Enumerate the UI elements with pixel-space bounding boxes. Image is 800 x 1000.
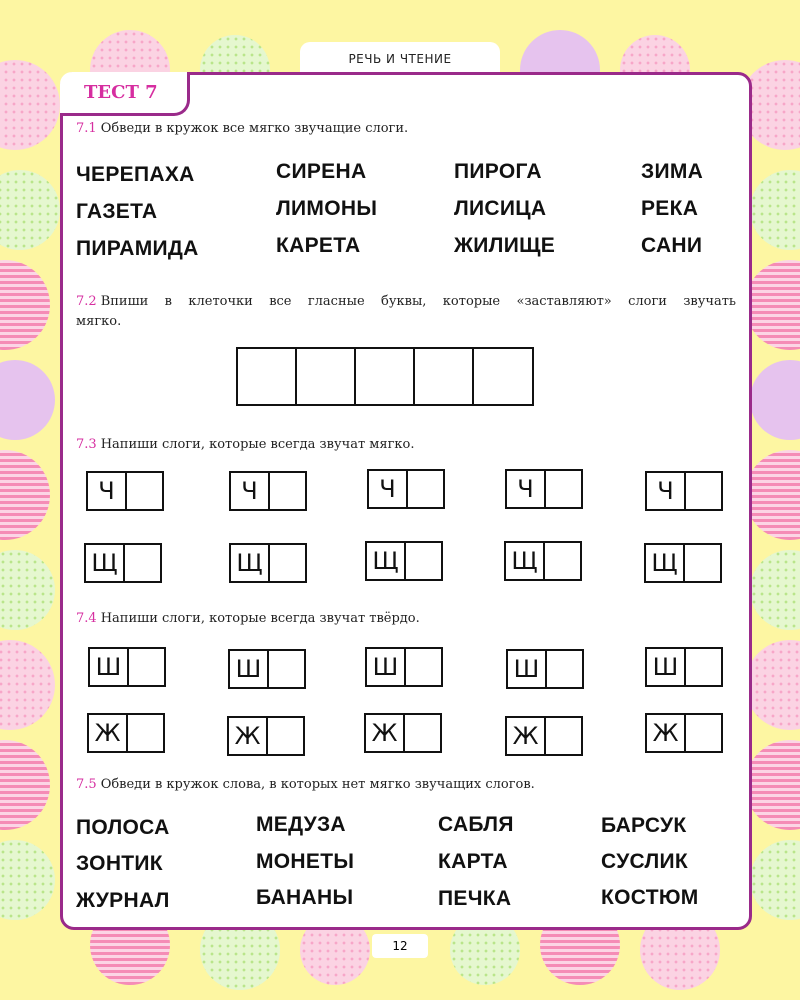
word-item[interactable]: ЖИЛИЩЕ (454, 234, 556, 257)
answer-cell[interactable] (546, 471, 581, 507)
answer-cell[interactable] (268, 718, 303, 754)
page-number: 12 (372, 934, 428, 958)
syllable-box[interactable] (87, 713, 165, 753)
answer-cell[interactable] (270, 545, 305, 581)
task-number: 7.5 (76, 777, 97, 792)
consonant: Ш (230, 651, 269, 687)
syllable-box[interactable] (229, 471, 307, 511)
consonant: Ж (366, 715, 405, 751)
syllable-box[interactable] (229, 543, 307, 583)
consonant: Ч (647, 473, 686, 509)
answer-cell[interactable] (128, 715, 163, 751)
word-item[interactable]: МОНЕТЫ (256, 850, 355, 873)
syllable-box[interactable] (364, 713, 442, 753)
answer-cell[interactable] (685, 545, 720, 581)
syllable-box[interactable] (365, 541, 443, 581)
answer-cell[interactable] (408, 471, 443, 507)
word-item[interactable]: ЗОНТИК (76, 852, 163, 875)
word-item[interactable]: ГАЗЕТА (76, 200, 158, 223)
consonant: Щ (367, 543, 406, 579)
answer-cell[interactable] (406, 543, 441, 579)
consonant: Ч (369, 471, 408, 507)
syllable-box[interactable] (504, 541, 582, 581)
word-item[interactable]: САНИ (641, 234, 703, 257)
consonant: Ш (367, 649, 406, 685)
task-text: Обведи в кружок все мягко звучащие слоги. (100, 121, 409, 136)
consonant: Ч (231, 473, 270, 509)
task-number: 7.2 (76, 294, 97, 309)
task-text: Напиши слоги, которые всегда звучат твёрдо. (100, 611, 420, 626)
task-7-2-instruction (76, 294, 736, 309)
answer-cell[interactable] (270, 473, 305, 509)
answer-cell[interactable] (415, 349, 474, 404)
syllable-box[interactable] (367, 469, 445, 509)
answer-cell[interactable] (129, 649, 164, 685)
syllable-box[interactable] (84, 543, 162, 583)
consonant: Ж (507, 718, 546, 754)
answer-cell[interactable] (406, 649, 441, 685)
consonant: Ж (647, 715, 686, 751)
consonant: Щ (86, 545, 125, 581)
consonant: Ж (89, 715, 128, 751)
vowel-answer-boxes (236, 347, 534, 406)
consonant: Ч (88, 473, 127, 509)
word-item[interactable]: БАРСУК (601, 814, 687, 837)
word-item[interactable]: ЗИМА (641, 160, 704, 183)
task-7-3-instruction (76, 437, 414, 452)
consonant: Ш (508, 651, 547, 687)
syllable-box[interactable] (505, 469, 583, 509)
word-item[interactable]: ПИРАМИДА (76, 237, 199, 260)
word-item[interactable]: МЕДУЗА (256, 813, 346, 836)
answer-cell[interactable] (474, 349, 532, 404)
answer-cell[interactable] (546, 718, 581, 754)
word-item[interactable]: БАНАНЫ (256, 886, 354, 909)
task-7-2-instruction-cont: мягко. (76, 314, 122, 329)
word-item[interactable]: ЛИМОНЫ (276, 197, 378, 220)
consonant: Щ (646, 545, 685, 581)
answer-cell[interactable] (545, 543, 580, 579)
consonant: Щ (506, 543, 545, 579)
word-item[interactable]: ЧЕРЕПАХА (76, 163, 195, 186)
word-item[interactable]: РЕКА (641, 197, 699, 220)
word-item[interactable]: ПОЛОСА (76, 816, 170, 839)
syllable-box[interactable] (505, 716, 583, 756)
consonant: Ш (647, 649, 686, 685)
word-item[interactable]: ЛИСИЦА (454, 197, 547, 220)
consonant: Ч (507, 471, 546, 507)
answer-cell[interactable] (686, 473, 721, 509)
answer-cell[interactable] (269, 651, 304, 687)
answer-cell[interactable] (297, 349, 356, 404)
word-item[interactable]: КАРТА (438, 850, 508, 873)
answer-cell[interactable] (686, 649, 721, 685)
answer-cell[interactable] (686, 715, 721, 751)
consonant: Ш (90, 649, 129, 685)
syllable-box[interactable] (644, 543, 722, 583)
word-item[interactable]: СУСЛИК (601, 850, 689, 873)
word-item[interactable]: САБЛЯ (438, 813, 514, 836)
word-item[interactable]: ПИРОГА (454, 160, 542, 183)
syllable-box[interactable] (645, 471, 723, 511)
task-number: 7.4 (76, 611, 97, 626)
answer-cell[interactable] (238, 349, 297, 404)
task-text: Напиши слоги, которые всегда звучат мягко. (100, 437, 415, 452)
task-7-1-instruction (76, 121, 408, 136)
syllable-box[interactable] (645, 713, 723, 753)
syllable-box[interactable] (645, 647, 723, 687)
syllable-box[interactable] (365, 647, 443, 687)
task-7-5-instruction (76, 777, 535, 792)
word-item[interactable]: ЖУРНАЛ (76, 889, 170, 912)
task-7-4-instruction (76, 611, 420, 626)
answer-cell[interactable] (405, 715, 440, 751)
syllable-box[interactable] (228, 649, 306, 689)
consonant: Ж (229, 718, 268, 754)
word-item[interactable]: СИРЕНА (276, 160, 367, 183)
answer-cell[interactable] (547, 651, 582, 687)
syllable-box[interactable] (227, 716, 305, 756)
syllable-box[interactable] (506, 649, 584, 689)
syllable-box[interactable] (88, 647, 166, 687)
answer-cell[interactable] (356, 349, 415, 404)
task-number: 7.1 (76, 121, 97, 136)
answer-cell[interactable] (125, 545, 160, 581)
test-title: ТЕСТ 7 (60, 72, 190, 116)
consonant: Щ (231, 545, 270, 581)
word-item[interactable]: КАРЕТА (276, 234, 361, 257)
task-text: Обведи в кружок слова, в которых нет мягко звучащих слогов. (100, 777, 535, 792)
word-item[interactable]: КОСТЮМ (601, 886, 699, 909)
task-number: 7.3 (76, 437, 97, 452)
answer-cell[interactable] (127, 473, 162, 509)
task-text: Впиши в клеточки все гласные буквы, которые «заставляют» слоги звучать (100, 294, 736, 309)
syllable-box[interactable] (86, 471, 164, 511)
section-title: РЕЧЬ И ЧТЕНИЕ (300, 42, 500, 72)
word-item[interactable]: ПЕЧКА (438, 887, 512, 910)
